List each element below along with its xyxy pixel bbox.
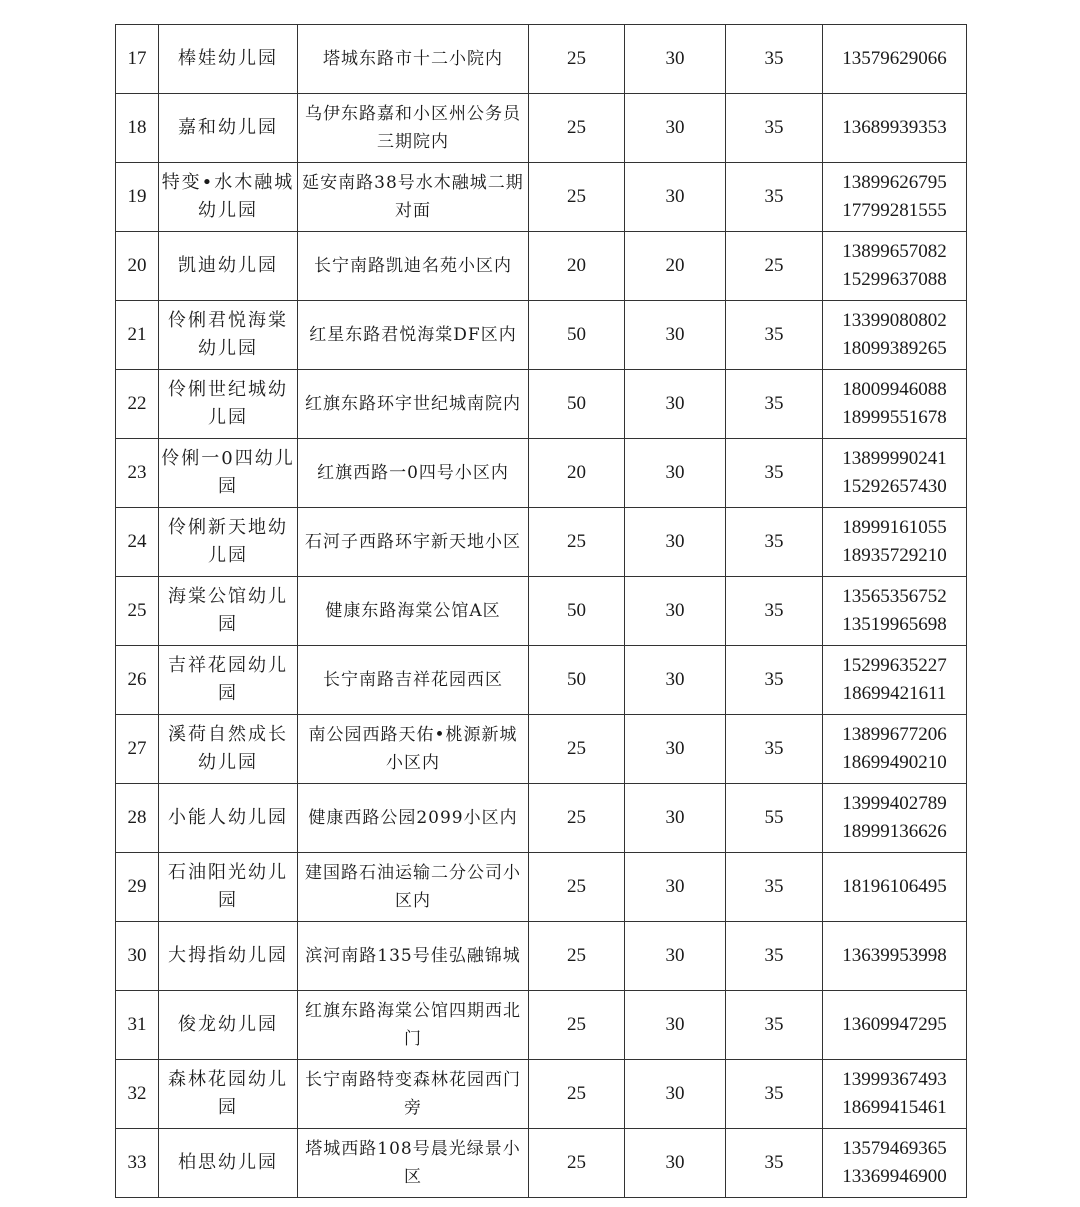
address-cell: 塔城东路市十二小院内 bbox=[298, 25, 529, 94]
table-row bbox=[116, 577, 967, 646]
row-number-cell: 22 bbox=[116, 370, 159, 439]
phone-cell bbox=[823, 508, 967, 577]
phone-number: 13565356752 bbox=[842, 586, 947, 607]
row-number-cell: 31 bbox=[116, 991, 159, 1060]
table-row bbox=[116, 301, 967, 370]
table-row bbox=[116, 715, 967, 784]
row-number-cell: 20 bbox=[116, 232, 159, 301]
value-col-1-cell: 25 bbox=[529, 991, 625, 1060]
value-col-2-cell: 30 bbox=[625, 784, 726, 853]
value-col-1-cell: 50 bbox=[529, 370, 625, 439]
value-col-3-cell: 35 bbox=[726, 508, 823, 577]
address-cell: 长宁南路吉祥花园西区 bbox=[298, 646, 529, 715]
phone-number: 18699421611 bbox=[842, 683, 947, 704]
phone-number: 18099389265 bbox=[842, 338, 947, 359]
value-col-3-cell: 35 bbox=[726, 94, 823, 163]
value-col-1-cell: 25 bbox=[529, 25, 625, 94]
table-row bbox=[116, 1129, 967, 1198]
value-col-1-cell: 25 bbox=[529, 163, 625, 232]
phone-number: 17799281555 bbox=[842, 200, 947, 221]
kindergarten-name-cell: 俊龙幼儿园 bbox=[159, 991, 298, 1060]
kindergarten-name-cell: 伶俐君悦海棠幼儿园 bbox=[159, 301, 298, 370]
value-col-1-cell: 25 bbox=[529, 1129, 625, 1198]
phone-number: 15299635227 bbox=[842, 655, 947, 676]
value-col-2-cell: 30 bbox=[625, 163, 726, 232]
address-cell: 建国路石油运输二分公司小区内 bbox=[298, 853, 529, 922]
phone-number: 18935729210 bbox=[842, 545, 947, 566]
phone-number: 13579469365 bbox=[842, 1138, 947, 1159]
value-col-1-cell: 50 bbox=[529, 577, 625, 646]
value-col-3-cell: 35 bbox=[726, 301, 823, 370]
value-col-3-cell: 55 bbox=[726, 784, 823, 853]
phone-cell bbox=[823, 94, 967, 163]
row-number-cell: 24 bbox=[116, 508, 159, 577]
value-col-1-cell: 25 bbox=[529, 784, 625, 853]
value-col-2-cell: 30 bbox=[625, 301, 726, 370]
phone-number: 13519965698 bbox=[842, 614, 947, 635]
address-cell: 健康西路公园2099小区内 bbox=[298, 784, 529, 853]
table-body bbox=[116, 25, 967, 1198]
address-cell: 健康东路海棠公馆A区 bbox=[298, 577, 529, 646]
kindergarten-name-cell: 大拇指幼儿园 bbox=[159, 922, 298, 991]
kindergarten-name-cell: 伶俐世纪城幼儿园 bbox=[159, 370, 298, 439]
phone-cell bbox=[823, 439, 967, 508]
table-row bbox=[116, 646, 967, 715]
kindergarten-table-container bbox=[115, 24, 966, 1198]
row-number-cell: 21 bbox=[116, 301, 159, 370]
value-col-3-cell: 35 bbox=[726, 25, 823, 94]
kindergarten-name-cell: 吉祥花园幼儿园 bbox=[159, 646, 298, 715]
kindergarten-name-cell: 森林花园幼儿园 bbox=[159, 1060, 298, 1129]
phone-number: 18999136626 bbox=[842, 821, 947, 842]
value-col-2-cell: 30 bbox=[625, 370, 726, 439]
row-number-cell: 29 bbox=[116, 853, 159, 922]
value-col-1-cell: 20 bbox=[529, 232, 625, 301]
value-col-1-cell: 25 bbox=[529, 94, 625, 163]
table-row bbox=[116, 508, 967, 577]
value-col-3-cell: 35 bbox=[726, 922, 823, 991]
kindergarten-name-cell: 嘉和幼儿园 bbox=[159, 94, 298, 163]
address-cell: 石河子西路环宇新天地小区 bbox=[298, 508, 529, 577]
phone-number: 13639953998 bbox=[842, 945, 947, 966]
kindergarten-name-cell: 溪荷自然成长幼儿园 bbox=[159, 715, 298, 784]
phone-number: 13369946900 bbox=[842, 1166, 947, 1187]
value-col-2-cell: 30 bbox=[625, 508, 726, 577]
phone-number: 13899990241 bbox=[842, 448, 947, 469]
phone-cell bbox=[823, 370, 967, 439]
value-col-3-cell: 35 bbox=[726, 1129, 823, 1198]
phone-cell bbox=[823, 853, 967, 922]
phone-cell bbox=[823, 646, 967, 715]
phone-number: 13999402789 bbox=[842, 793, 947, 814]
value-col-2-cell: 30 bbox=[625, 991, 726, 1060]
table-row bbox=[116, 232, 967, 301]
address-cell: 红旗东路海棠公馆四期西北门 bbox=[298, 991, 529, 1060]
value-col-1-cell: 20 bbox=[529, 439, 625, 508]
address-cell: 南公园西路天佑•桃源新城小区内 bbox=[298, 715, 529, 784]
kindergarten-name-cell: 伶俐新天地幼儿园 bbox=[159, 508, 298, 577]
row-number-cell: 26 bbox=[116, 646, 159, 715]
row-number-cell: 25 bbox=[116, 577, 159, 646]
address-cell: 红旗西路一0四号小区内 bbox=[298, 439, 529, 508]
phone-number: 13579629066 bbox=[842, 48, 947, 69]
phone-number: 13689939353 bbox=[842, 117, 947, 138]
phone-number: 13899657082 bbox=[842, 241, 947, 262]
phone-cell bbox=[823, 991, 967, 1060]
phone-number: 13899626795 bbox=[842, 172, 947, 193]
phone-number: 18699490210 bbox=[842, 752, 947, 773]
value-col-1-cell: 25 bbox=[529, 715, 625, 784]
phone-number: 15292657430 bbox=[842, 476, 947, 497]
phone-cell bbox=[823, 577, 967, 646]
phone-number: 18999551678 bbox=[842, 407, 947, 428]
table-row bbox=[116, 853, 967, 922]
value-col-3-cell: 35 bbox=[726, 646, 823, 715]
phone-number: 18699415461 bbox=[842, 1097, 947, 1118]
row-number-cell: 33 bbox=[116, 1129, 159, 1198]
row-number-cell: 30 bbox=[116, 922, 159, 991]
phone-cell bbox=[823, 301, 967, 370]
value-col-2-cell: 30 bbox=[625, 1060, 726, 1129]
phone-cell bbox=[823, 784, 967, 853]
phone-number: 13399080802 bbox=[842, 310, 947, 331]
address-cell: 乌伊东路嘉和小区州公务员三期院内 bbox=[298, 94, 529, 163]
row-number-cell: 32 bbox=[116, 1060, 159, 1129]
value-col-1-cell: 25 bbox=[529, 508, 625, 577]
phone-number: 13899677206 bbox=[842, 724, 947, 745]
value-col-2-cell: 30 bbox=[625, 853, 726, 922]
address-cell: 长宁南路凯迪名苑小区内 bbox=[298, 232, 529, 301]
value-col-2-cell: 30 bbox=[625, 922, 726, 991]
value-col-2-cell: 30 bbox=[625, 646, 726, 715]
kindergarten-name-cell: 凯迪幼儿园 bbox=[159, 232, 298, 301]
table-row bbox=[116, 922, 967, 991]
value-col-2-cell: 30 bbox=[625, 94, 726, 163]
value-col-1-cell: 50 bbox=[529, 646, 625, 715]
value-col-1-cell: 25 bbox=[529, 922, 625, 991]
table-row bbox=[116, 25, 967, 94]
value-col-3-cell: 35 bbox=[726, 853, 823, 922]
row-number-cell: 27 bbox=[116, 715, 159, 784]
table-row bbox=[116, 370, 967, 439]
row-number-cell: 28 bbox=[116, 784, 159, 853]
address-cell: 长宁南路特变森林花园西门旁 bbox=[298, 1060, 529, 1129]
phone-cell bbox=[823, 922, 967, 991]
value-col-1-cell: 25 bbox=[529, 1060, 625, 1129]
phone-cell bbox=[823, 25, 967, 94]
phone-cell bbox=[823, 163, 967, 232]
value-col-2-cell: 30 bbox=[625, 25, 726, 94]
table-row bbox=[116, 991, 967, 1060]
table-row bbox=[116, 784, 967, 853]
kindergarten-name-cell: 小能人幼儿园 bbox=[159, 784, 298, 853]
value-col-2-cell: 30 bbox=[625, 577, 726, 646]
value-col-3-cell: 25 bbox=[726, 232, 823, 301]
value-col-3-cell: 35 bbox=[726, 439, 823, 508]
phone-cell bbox=[823, 1060, 967, 1129]
kindergarten-name-cell: 海棠公馆幼儿园 bbox=[159, 577, 298, 646]
table-row bbox=[116, 1060, 967, 1129]
phone-cell bbox=[823, 1129, 967, 1198]
table-row bbox=[116, 94, 967, 163]
row-number-cell: 18 bbox=[116, 94, 159, 163]
phone-number: 18009946088 bbox=[842, 379, 947, 400]
phone-number: 13999367493 bbox=[842, 1069, 947, 1090]
value-col-1-cell: 25 bbox=[529, 853, 625, 922]
phone-number: 18196106495 bbox=[842, 876, 947, 897]
table-row bbox=[116, 439, 967, 508]
address-cell: 红星东路君悦海棠DF区内 bbox=[298, 301, 529, 370]
value-col-2-cell: 30 bbox=[625, 1129, 726, 1198]
row-number-cell: 17 bbox=[116, 25, 159, 94]
value-col-3-cell: 35 bbox=[726, 370, 823, 439]
phone-number: 13609947295 bbox=[842, 1014, 947, 1035]
row-number-cell: 19 bbox=[116, 163, 159, 232]
phone-cell bbox=[823, 715, 967, 784]
phone-number: 15299637088 bbox=[842, 269, 947, 290]
value-col-2-cell: 30 bbox=[625, 715, 726, 784]
kindergarten-name-cell: 柏思幼儿园 bbox=[159, 1129, 298, 1198]
kindergarten-name-cell: 石油阳光幼儿园 bbox=[159, 853, 298, 922]
kindergarten-name-cell: 棒娃幼儿园 bbox=[159, 25, 298, 94]
value-col-3-cell: 35 bbox=[726, 715, 823, 784]
value-col-3-cell: 35 bbox=[726, 163, 823, 232]
address-cell: 滨河南路135号佳弘融锦城 bbox=[298, 922, 529, 991]
kindergarten-table bbox=[115, 24, 967, 1198]
address-cell: 红旗东路环宇世纪城南院内 bbox=[298, 370, 529, 439]
row-number-cell: 23 bbox=[116, 439, 159, 508]
table-row bbox=[116, 163, 967, 232]
phone-cell bbox=[823, 232, 967, 301]
value-col-2-cell: 20 bbox=[625, 232, 726, 301]
value-col-3-cell: 35 bbox=[726, 991, 823, 1060]
kindergarten-name-cell: 伶俐一0四幼儿园 bbox=[159, 439, 298, 508]
kindergarten-name-cell: 特变•水木融城幼儿园 bbox=[159, 163, 298, 232]
address-cell: 塔城西路108号晨光绿景小区 bbox=[298, 1129, 529, 1198]
value-col-1-cell: 50 bbox=[529, 301, 625, 370]
phone-number: 18999161055 bbox=[842, 517, 947, 538]
value-col-3-cell: 35 bbox=[726, 1060, 823, 1129]
value-col-3-cell: 35 bbox=[726, 577, 823, 646]
address-cell: 延安南路38号水木融城二期对面 bbox=[298, 163, 529, 232]
value-col-2-cell: 30 bbox=[625, 439, 726, 508]
